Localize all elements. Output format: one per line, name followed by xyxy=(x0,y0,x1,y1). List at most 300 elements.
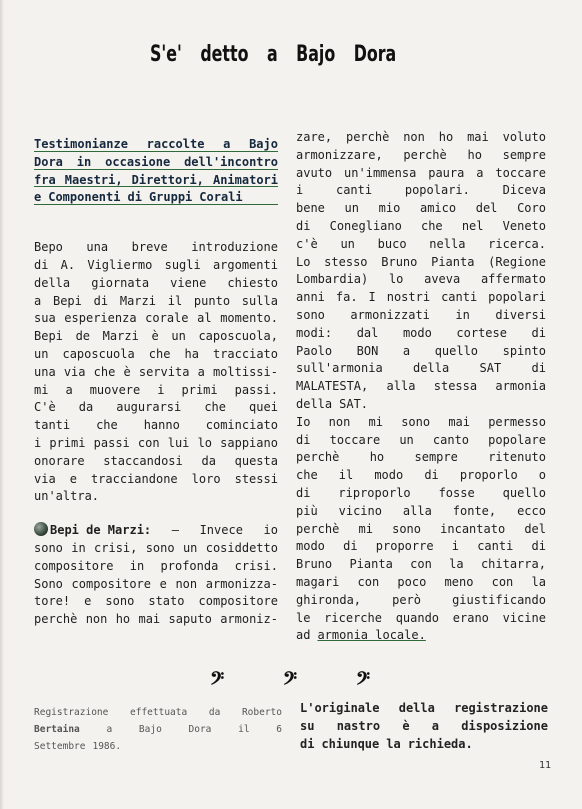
word: SAT xyxy=(479,361,502,376)
word: è xyxy=(151,329,159,344)
word: mi xyxy=(34,382,49,397)
text-line xyxy=(34,136,278,154)
word: sull'armonia xyxy=(296,361,383,376)
word: non xyxy=(175,576,198,591)
text-line xyxy=(300,699,548,717)
word: Coro xyxy=(517,201,546,216)
text-line xyxy=(34,721,282,738)
word: a xyxy=(65,382,73,397)
text-line xyxy=(296,218,546,236)
word: sappiano xyxy=(220,435,278,450)
word: ecco xyxy=(517,503,546,518)
word: o xyxy=(538,468,546,483)
word: I xyxy=(368,290,376,305)
text-line xyxy=(296,432,546,450)
word: tracciato xyxy=(212,346,278,361)
word: la xyxy=(386,737,401,751)
word: di xyxy=(296,218,311,233)
word: Corali xyxy=(199,190,243,205)
text-line xyxy=(34,540,278,558)
word: armonizzati xyxy=(350,307,430,322)
word: crisi, xyxy=(94,540,138,555)
title-word: S'e' xyxy=(150,42,182,67)
word: vicine xyxy=(502,610,546,625)
word: di xyxy=(296,432,311,447)
word: canti xyxy=(477,539,514,554)
word: armonizza- xyxy=(205,576,278,591)
word: Pianta xyxy=(349,557,393,572)
word: Sono xyxy=(34,576,63,591)
word: alla xyxy=(386,379,416,394)
word: corale xyxy=(145,311,189,326)
text-line xyxy=(34,417,278,435)
word: via xyxy=(63,364,86,379)
word: stesso xyxy=(324,254,368,269)
word: effettuata xyxy=(130,707,188,718)
word: canto xyxy=(432,432,470,447)
word: primi xyxy=(49,435,86,450)
word: toccare xyxy=(495,165,546,180)
word: loro xyxy=(191,471,221,486)
word: ricerche xyxy=(324,610,382,625)
word: Marzi xyxy=(102,329,139,344)
word: armonia xyxy=(495,379,546,394)
word: lui xyxy=(167,435,190,450)
text-line xyxy=(34,364,278,382)
text-line xyxy=(34,399,278,417)
word: con xyxy=(491,574,514,589)
section-heading xyxy=(34,136,278,207)
word: più xyxy=(296,503,318,518)
word: quello xyxy=(434,343,479,358)
word: tore! xyxy=(34,594,71,609)
text-line xyxy=(296,574,546,592)
text-line xyxy=(34,435,278,453)
text-line xyxy=(34,576,278,594)
word: di xyxy=(531,325,546,340)
word: di xyxy=(34,257,49,272)
word: è xyxy=(123,364,131,379)
bass-clef-ornaments xyxy=(210,668,370,694)
word: servita xyxy=(138,364,190,379)
word: de xyxy=(75,329,91,344)
word: canti xyxy=(335,183,373,198)
word: perchè xyxy=(403,147,447,162)
word: della xyxy=(413,361,450,376)
word: Direttori, xyxy=(131,172,204,187)
word: Bepo xyxy=(34,240,63,255)
text-line xyxy=(296,325,546,343)
text-line xyxy=(34,257,278,275)
word: caposcuola xyxy=(62,346,135,361)
word: caposcuola, xyxy=(198,329,278,344)
word: di xyxy=(531,539,546,554)
word: compositore xyxy=(198,594,278,609)
word: spinto xyxy=(502,343,546,358)
text-line xyxy=(34,558,278,576)
text-line xyxy=(296,414,546,432)
word: permesso xyxy=(488,414,546,429)
word: un xyxy=(340,236,355,251)
word: il xyxy=(338,468,354,483)
text-line xyxy=(296,360,546,378)
word: raccolte xyxy=(146,137,205,151)
word: con xyxy=(137,435,160,450)
word: Bajo xyxy=(138,724,162,735)
text-line xyxy=(296,627,546,645)
word: ritenuto xyxy=(488,450,546,465)
text-line xyxy=(296,556,546,574)
word: occasione xyxy=(105,154,171,169)
word: da xyxy=(78,400,94,415)
word: sua xyxy=(34,311,56,326)
word: questa xyxy=(234,453,278,468)
bass-clef-icon: 𝄢 xyxy=(210,668,225,694)
left-column xyxy=(34,136,278,645)
text-line xyxy=(296,182,546,200)
word: della xyxy=(398,701,435,715)
word: tracciandone xyxy=(90,471,178,486)
word: 6 xyxy=(276,724,282,735)
text-line xyxy=(34,611,278,629)
word: popolari xyxy=(488,290,546,305)
text-line xyxy=(34,275,278,293)
word: in xyxy=(71,540,86,555)
text-line xyxy=(34,382,278,400)
text-line xyxy=(296,343,546,361)
word: Componenti xyxy=(48,190,121,205)
word: un xyxy=(182,540,198,555)
word: mio xyxy=(378,201,401,216)
word: non xyxy=(403,130,425,144)
word: fosse xyxy=(438,485,475,500)
word: quello xyxy=(502,485,546,500)
word: di xyxy=(300,737,315,751)
word: sulla xyxy=(241,293,278,308)
word: proporlo xyxy=(459,468,518,483)
word: del xyxy=(475,201,498,216)
word: voluto xyxy=(502,130,546,144)
word: a xyxy=(197,364,205,379)
word: mi xyxy=(358,521,373,536)
text-line xyxy=(296,521,546,539)
word: sugli xyxy=(164,257,201,272)
text-line xyxy=(34,453,278,471)
title-word: Dora xyxy=(353,42,397,67)
word: BON xyxy=(356,343,379,358)
word: alla xyxy=(402,503,432,518)
word: di xyxy=(343,539,358,554)
word: Paolo xyxy=(296,343,333,358)
word: magari xyxy=(296,574,340,589)
word: del xyxy=(524,521,546,536)
word: quei xyxy=(249,400,278,415)
word: Bruno xyxy=(381,254,418,269)
word: ho xyxy=(467,147,482,162)
word: Roberto xyxy=(241,707,282,718)
word: però xyxy=(392,592,421,607)
word: muovere xyxy=(89,382,141,397)
word: paura xyxy=(428,165,465,180)
word: perchè xyxy=(296,521,340,536)
title-word: a xyxy=(266,42,278,67)
word: via xyxy=(34,471,56,486)
word: sempre xyxy=(414,450,458,465)
text-line xyxy=(34,488,278,506)
word: cominciato xyxy=(205,418,278,433)
text-line xyxy=(34,293,278,311)
word: A. xyxy=(60,257,76,272)
word: buco xyxy=(377,236,407,251)
ink-blot-icon xyxy=(34,522,48,536)
word: chitarra, xyxy=(480,557,546,572)
word: Bertaina xyxy=(34,724,80,735)
word: Veneto xyxy=(502,218,546,233)
text-line xyxy=(296,467,546,485)
word: Settembre xyxy=(34,741,86,752)
word: al xyxy=(197,311,212,326)
page-title xyxy=(150,42,397,78)
word: sempre xyxy=(502,147,546,162)
word: ricerca. xyxy=(488,236,546,251)
word: augurarsi xyxy=(116,400,182,415)
word: (Regione xyxy=(488,254,546,269)
word: disposizione xyxy=(461,719,548,733)
word: una xyxy=(86,240,109,255)
word: dal xyxy=(356,325,379,340)
word: chiunque xyxy=(321,737,380,751)
word: Dora xyxy=(34,154,63,169)
word: un xyxy=(399,432,414,447)
word: Marzi xyxy=(119,293,156,308)
word: con xyxy=(357,574,380,589)
word: nella xyxy=(429,236,466,251)
word: moltissi- xyxy=(212,364,278,379)
text-line xyxy=(296,378,546,396)
word: di xyxy=(424,468,439,483)
word: poco xyxy=(397,574,427,589)
speaker-name xyxy=(34,522,151,540)
word: non xyxy=(328,414,351,429)
word: che xyxy=(93,364,116,379)
bass-clef-icon: 𝄢 xyxy=(355,668,370,694)
word: Bajo xyxy=(249,137,278,151)
word: lo xyxy=(197,435,213,450)
title-word: detto xyxy=(200,42,249,67)
text-line xyxy=(296,289,546,307)
word: e xyxy=(159,576,167,591)
word: Io xyxy=(296,414,311,429)
text-line xyxy=(296,165,546,183)
word: Conegliano xyxy=(329,218,402,233)
word: da xyxy=(208,707,221,718)
word: perchè xyxy=(345,130,390,144)
speaker-colon: : xyxy=(143,523,152,538)
word: MALATESTA, xyxy=(296,379,369,394)
word: i xyxy=(296,183,304,198)
word: i xyxy=(451,539,459,554)
word: a xyxy=(34,293,42,308)
word: stessi xyxy=(234,471,278,486)
word: dell'incontro xyxy=(184,154,278,169)
word: un xyxy=(171,329,186,344)
word: mai xyxy=(467,130,489,144)
text-line xyxy=(34,239,278,257)
word: crisi. xyxy=(234,558,278,573)
word: i xyxy=(34,435,42,450)
word: punto xyxy=(193,293,231,308)
word: canti xyxy=(441,290,478,305)
word: – xyxy=(171,523,179,538)
word: che xyxy=(420,218,443,233)
word: L'originale xyxy=(300,701,380,715)
word: affermato xyxy=(480,272,546,287)
text-line xyxy=(34,522,278,540)
word: perchè xyxy=(34,612,78,627)
recording-credit xyxy=(34,704,282,755)
word: Gruppi xyxy=(148,190,193,205)
text-line xyxy=(300,717,548,735)
word: in xyxy=(455,307,470,322)
word: nel xyxy=(461,218,484,233)
word: Testimonianze xyxy=(34,137,128,151)
word: di xyxy=(296,485,311,500)
word: riproporlo xyxy=(338,485,411,500)
word: a xyxy=(476,165,484,180)
word: che xyxy=(296,468,318,483)
word: a xyxy=(223,137,231,151)
word: breve xyxy=(131,240,168,255)
word: meno xyxy=(444,574,474,589)
word: bene xyxy=(296,201,325,216)
word: popolari. xyxy=(404,183,470,198)
word: argomenti xyxy=(212,257,278,272)
word: tanti xyxy=(34,418,71,433)
word: di xyxy=(93,293,109,308)
word: armonia locale. xyxy=(317,628,426,643)
word: viene xyxy=(170,275,207,290)
word: il xyxy=(238,724,250,735)
word: esperienza xyxy=(64,311,137,326)
word: giornata xyxy=(91,275,150,290)
word: che xyxy=(204,400,226,415)
word: aveva xyxy=(424,272,461,287)
text-line xyxy=(34,310,278,328)
word: un xyxy=(34,346,49,361)
intro-paragraph xyxy=(34,239,278,506)
word: Vigliermo xyxy=(87,257,153,272)
word: onorare xyxy=(34,453,85,468)
text-line xyxy=(34,471,278,489)
word: Bepi xyxy=(52,293,82,308)
word: registrazione xyxy=(454,701,548,715)
word: compositore xyxy=(34,558,114,573)
word: staccandosi xyxy=(103,453,183,468)
word: lo xyxy=(388,272,404,287)
text-line xyxy=(34,154,278,172)
word: il xyxy=(167,293,183,308)
text-line xyxy=(296,307,546,325)
word: armoniz- xyxy=(220,612,278,627)
word: armonizzare, xyxy=(296,147,383,162)
word: sono xyxy=(145,540,175,555)
page-edge-shadow xyxy=(0,0,4,809)
word: in xyxy=(129,558,145,573)
word: cortese xyxy=(456,325,507,340)
text-line xyxy=(296,449,546,467)
word: Maestri, xyxy=(64,172,123,187)
word: della xyxy=(34,275,71,290)
word: modo xyxy=(296,539,325,554)
speaker-label: Bepi de Marzi xyxy=(50,523,144,538)
word: quando xyxy=(395,610,440,625)
word: non xyxy=(85,612,108,627)
word: erano xyxy=(452,610,489,625)
word: Pianta xyxy=(431,254,475,269)
word: nostri xyxy=(386,290,431,305)
word: Animatori xyxy=(212,172,278,187)
word: c'è xyxy=(296,236,318,251)
text-line xyxy=(34,328,278,346)
word: vicino xyxy=(338,503,382,518)
word: C'è xyxy=(34,400,56,415)
word: sono xyxy=(34,540,63,555)
word: momento. xyxy=(220,311,278,326)
word: ha xyxy=(184,346,199,361)
word: SAT. xyxy=(339,396,369,411)
word: avuto xyxy=(296,165,333,180)
word: proporre xyxy=(375,539,434,554)
word: amico xyxy=(419,201,457,216)
word: mai xyxy=(138,612,161,627)
word: Invece xyxy=(199,523,243,538)
word: cosiddetto xyxy=(205,540,278,555)
word: Registrazione xyxy=(34,707,109,718)
word: Lo xyxy=(296,254,311,269)
word: zare, xyxy=(296,130,333,144)
word: modo xyxy=(402,325,432,340)
word: toccare xyxy=(329,432,381,447)
text-line xyxy=(296,538,546,556)
word: i xyxy=(157,382,165,397)
word: e xyxy=(34,190,42,205)
text-line xyxy=(296,271,546,289)
word: sono xyxy=(296,307,325,322)
word: diversi xyxy=(495,307,546,322)
word: chiesto xyxy=(227,275,278,290)
word: che xyxy=(96,418,118,433)
word: le xyxy=(296,610,311,625)
word: su xyxy=(300,719,315,733)
word: ho xyxy=(438,130,454,144)
word: giustificando xyxy=(452,592,546,607)
word: e xyxy=(69,471,77,486)
word: modi: xyxy=(296,325,333,340)
word: un'immensa xyxy=(344,165,417,180)
word: 1986. xyxy=(92,741,122,752)
text-line xyxy=(296,129,546,147)
word: e xyxy=(84,594,92,609)
word: Lombardia) xyxy=(296,272,369,287)
text-line xyxy=(34,189,278,207)
bass-clef-icon: 𝄢 xyxy=(282,668,298,694)
text-line xyxy=(296,485,546,503)
text-line xyxy=(34,738,282,755)
word: stessa xyxy=(433,379,478,394)
word: un xyxy=(344,201,359,216)
text-line xyxy=(296,503,546,521)
word: popolare xyxy=(488,432,546,447)
